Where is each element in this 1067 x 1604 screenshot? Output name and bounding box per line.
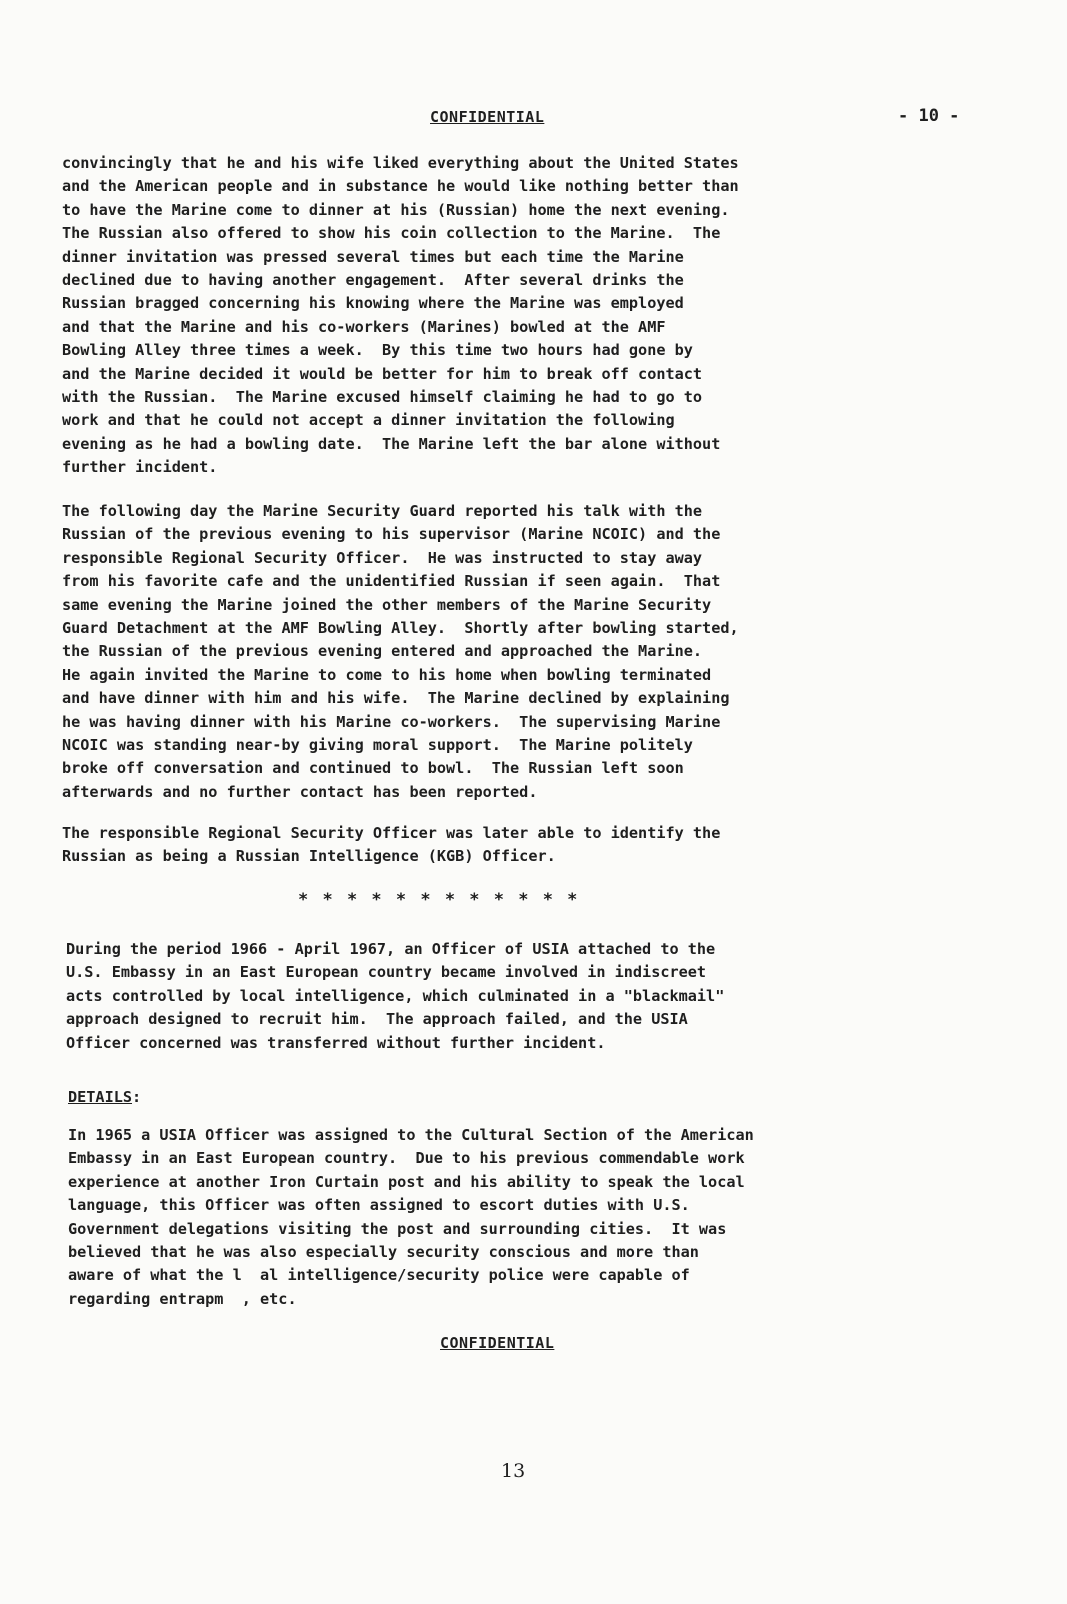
page-number: 13 bbox=[501, 1460, 526, 1482]
paragraph-details: In 1965 a USIA Officer was assigned to the Cultural Section of the American Embassy in an East European country. Due to his previous commendable work experience at another Iron Curtain post and his ability to speak the local language, this Officer was often assigned to escort duties with U.S. Government delegations visiting the post and surrounding cities. It was believed that he was also especially security conscious and more than aware of what the l al intelligence/security police were capable of regarding entrapm , etc. bbox=[68, 1126, 754, 1308]
header-classification: CONFIDENTIAL bbox=[430, 108, 545, 126]
page-marker: - 10 - bbox=[898, 106, 960, 126]
details-heading bbox=[68, 1088, 141, 1106]
paragraph-continuation: convincingly that he and his wife liked everything about the United States and the American people and in substance he would like nothing better than to have the Marine come to dinner at his (Russian) home the next evening. The Russian also offered to show his coin collection to the Marine. The dinner invitation was pressed several times but each time the Marine declined due to having another engagement. After several drinks the Russian bragged concerning his knowing where the Marine was employed and that the Marine and his co-workers (Marines) bowled at the AMF Bowling Alley three times a week. By this time two hours had gone by and the Marine decided it would be better for him to break off contact with the Russian. The Marine excused himself claiming he had to go to work and that he could not accept a dinner invitation the following evening as he had a bowling date. The Marine left the bar alone without further incident. bbox=[62, 154, 739, 477]
details-heading-colon: : bbox=[132, 1088, 142, 1106]
details-heading-text: DETAILS bbox=[68, 1088, 133, 1106]
paragraph-usia-summary: During the period 1966 - April 1967, an Officer of USIA attached to the U.S. Embassy in an East European country became involved in indiscreet acts controlled by local intelligence, which culminated in a "blackmail" approach designed to recruit him. The approach failed, and the USIA Officer concerned was transferred without further incident. bbox=[66, 940, 725, 1052]
paragraph-following-day: The following day the Marine Security Guard reported his talk with the Russian of the previous evening to his supervisor (Marine NCOIC) and the responsible Regional Security Officer. He was instructed to stay away from his favorite cafe and the unidentified Russian if seen again. That same evening the Marine joined the other members of the Marine Security Guard Detachment at the AMF Bowling Alley. Shortly after bowling started, the Russian of the previous evening entered and approached the Marine. He again invited the Marine to come to his home when bowling terminated and have dinner with him and his wife. The Marine declined by explaining he was having dinner with his Marine co-workers. The supervising Marine NCOIC was standing near-by giving moral support. The Marine politely broke off conversation and continued to bowl. The Russian left soon afterwards and no further contact has been reported. bbox=[62, 502, 739, 801]
section-separator: * * * * * * * * * * * * bbox=[298, 890, 580, 910]
paragraph-kgb-identification: The responsible Regional Security Officer was later able to identify the Russian as being a Russian Intelligence (KGB) Officer. bbox=[62, 824, 721, 866]
footer-classification: CONFIDENTIAL bbox=[440, 1334, 555, 1352]
